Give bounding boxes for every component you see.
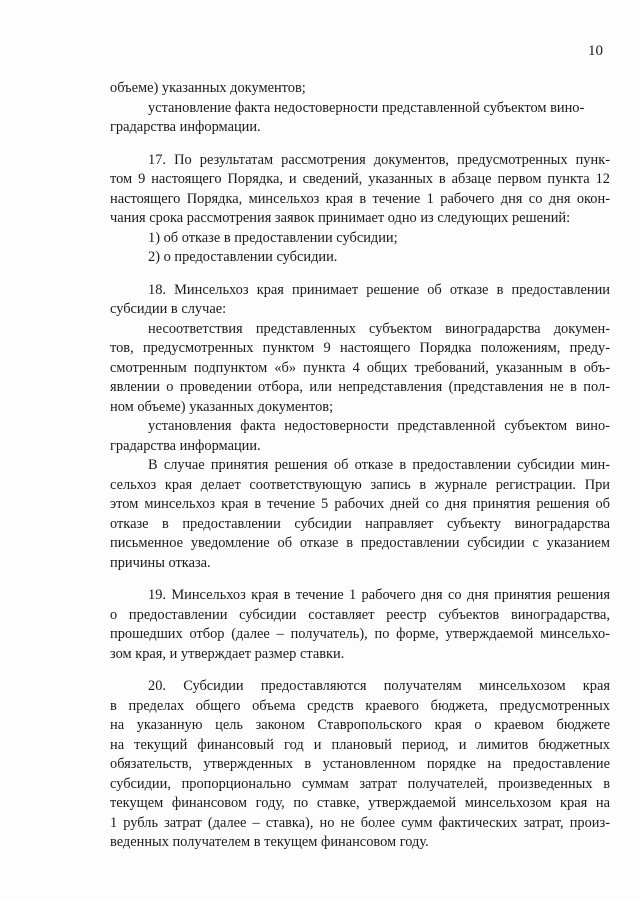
text-line: градарства информации. xyxy=(110,437,261,454)
text-line: 18. Минсельхоз края принимает решение об отказе в предоставлении xyxy=(148,281,610,298)
text-line: 20. Субсидии предоставляются получателям минсельхозом края xyxy=(148,678,610,694)
paragraph-p17 xyxy=(110,151,610,268)
paragraph-p-cont xyxy=(110,79,610,138)
text-line: установление факта недостоверности представленной субъектом вино- xyxy=(148,99,585,116)
paragraph-gap xyxy=(110,268,610,281)
paragraph-p18 xyxy=(110,281,610,574)
text-line: 19. Минсельхоз края в течение 1 рабочего дня со дня принятия решения xyxy=(148,587,610,603)
text-line: зом края, и утверждает размер ставки. xyxy=(110,645,345,662)
text-line: объеме) указанных документов; xyxy=(110,80,306,96)
text-line: на указанную цель законом Ставропольского края о краевом бюджете xyxy=(110,717,610,733)
text-line: 2) о предоставлении субсидии. xyxy=(148,249,338,265)
text-line: тов, предусмотренных пунктом 9 настоящего Порядка положениям, преду- xyxy=(110,340,610,356)
paragraph-p19 xyxy=(110,586,610,664)
text-line: настоящего Порядка, минсельхоз края в течение 1 рабочего дня со дня окон- xyxy=(110,190,610,207)
text-line: обязательств, утвержденных в установленном порядке на предоставление xyxy=(110,756,610,772)
text-line: прошедших отбор (далее – получатель), по форме, утверждаемой минсельхо- xyxy=(110,626,610,642)
text-line: письменное уведомление об отказе в предоставлении субсидии с указанием xyxy=(110,535,610,551)
text-line: на текущий финансовый год и плановый период, и лимитов бюджетных xyxy=(110,736,610,753)
paragraph-gap xyxy=(110,664,610,677)
text-line: установления факта недостоверности представленной субъектом вино- xyxy=(148,418,610,434)
text-line: причины отказа. xyxy=(110,554,211,571)
text-line: том 9 настоящего Порядка, и сведений, указанных в абзаце первом пункта 12 xyxy=(110,171,610,187)
text-line: сельхоз края делает соответствующую запись в журнале регистрации. При xyxy=(110,476,610,493)
text-line: градарства информации. xyxy=(110,119,261,135)
text-line: ном объеме) указанных документов; xyxy=(110,398,334,415)
text-line: несоответствия представленных субъектом виноградарства докумен- xyxy=(148,320,610,337)
text-line: В случае принятия решения об отказе в предоставлении субсидии мин- xyxy=(148,457,610,473)
text-line: субсидии, пропорционально суммам затрат получателей, произведенных в xyxy=(110,775,610,792)
text-line: смотренным подпунктом «б» пункта 4 общих требований, указанным в объ- xyxy=(110,359,610,376)
text-line: в пределах общего объема средств краевого бюджета, предусмотренных xyxy=(110,697,610,714)
document-body xyxy=(110,79,610,853)
paragraph-gap xyxy=(110,138,610,151)
text-line: отказе в предоставлении субсидии направляет субъекту виноградарства xyxy=(110,515,610,532)
text-line: 1 рубль затрат (далее – ставка), но не более сумм фактических затрат, произ- xyxy=(110,814,610,831)
text-line: чания срока рассмотрения заявок принимает одно из следующих решений: xyxy=(110,210,571,226)
text-line: веденных получателем в текущем финансовом году. xyxy=(110,834,429,850)
paragraph-gap xyxy=(110,573,610,586)
paragraph-p20 xyxy=(110,677,610,853)
text-line: текущем финансовом году, по ставке, утверждаемой минсельхозом края на xyxy=(110,795,610,811)
text-line: субсидии в случае: xyxy=(110,301,227,317)
text-line: 1) об отказе в предоставлении субсидии; xyxy=(148,229,398,246)
text-line: 17. По результатам рассмотрения документов, предусмотренных пунк- xyxy=(148,151,610,168)
text-line: явлении о проведении отбора, или непредставления (представления не в пол- xyxy=(110,379,610,395)
text-line: этом минсельхоз края в течение 5 рабочих дней со дня принятия решения об xyxy=(110,496,610,512)
page-number: 10 xyxy=(588,43,603,59)
text-line: о предоставлении субсидии составляет реестр субъектов виноградарства, xyxy=(110,606,610,623)
